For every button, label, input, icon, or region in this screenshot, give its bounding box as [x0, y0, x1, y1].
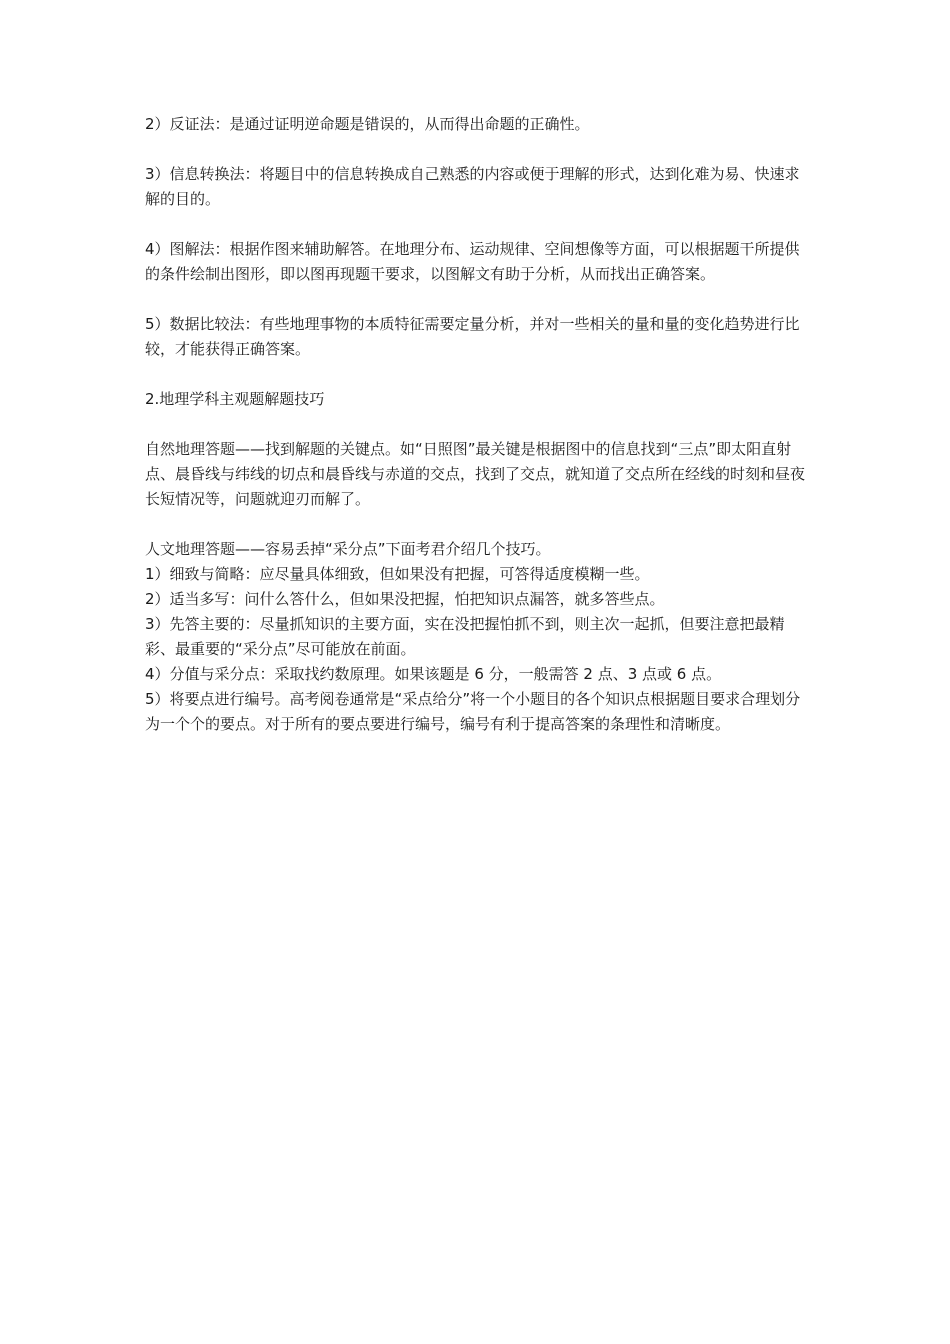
paragraph-gap [145, 412, 810, 437]
tip-item: 4）分值与采分点：采取找约数原理。如果该题是 6 分，一般需答 2 点、3 点或 6 点。 [145, 665, 722, 683]
paragraph-gap [145, 287, 810, 312]
paragraph-gap [145, 137, 810, 162]
paragraph-gap [145, 362, 810, 387]
section-heading: 2.地理学科主观题解题技巧 [145, 390, 325, 408]
document-body [145, 112, 810, 737]
natural-geography-paragraph: 自然地理答题——找到解题的关键点。如“日照图”最关键是根据图中的信息找到“三点”即太阳直射点、晨昏线与纬线的切点和晨昏线与赤道的交点，找到了交点，就知道了交点所在经线的时刻和昼夜长短情况等，问题就迎刃而解了。 [145, 440, 806, 508]
tip-item: 5）将要点进行编号。高考阅卷通常是“采点给分”将一个小题目的各个知识点根据题目要求合理划分为一个个的要点。对于所有的要点要进行编号，编号有利于提高答案的条理性和清晰度。 [145, 690, 801, 733]
method-info-transform: 3）信息转换法：将题目中的信息转换成自己熟悉的内容或便于理解的形式，达到化难为易、快速求解的目的。 [145, 165, 800, 208]
tip-item: 1）细致与简略：应尽量具体细致，但如果没有把握，可答得适度模糊一些。 [145, 565, 650, 583]
method-data-compare: 5）数据比较法：有些地理事物的本质特征需要定量分析，并对一些相关的量和量的变化趋势进行比较，才能获得正确答案。 [145, 315, 800, 358]
tip-item: 2）适当多写：问什么答什么，但如果没把握，怕把知识点漏答，就多答些点。 [145, 590, 665, 608]
method-diagram: 4）图解法：根据作图来辅助解答。在地理分布、运动规律、空间想像等方面，可以根据题干所提供的条件绘制出图形，即以图再现题干要求，以图解文有助于分析，从而找出正确答案。 [145, 240, 800, 283]
paragraph-gap [145, 212, 810, 237]
human-geography-intro: 人文地理答题——容易丢掉“采分点”下面考君介绍几个技巧。 [145, 540, 551, 558]
paragraph-gap [145, 512, 810, 537]
method-reductio: 2）反证法：是通过证明逆命题是错误的，从而得出命题的正确性。 [145, 115, 590, 133]
tip-item: 3）先答主要的：尽量抓知识的主要方面，实在没把握怕抓不到，则主次一起抓，但要注意把最精彩、最重要的“采分点”尽可能放在前面。 [145, 615, 785, 658]
